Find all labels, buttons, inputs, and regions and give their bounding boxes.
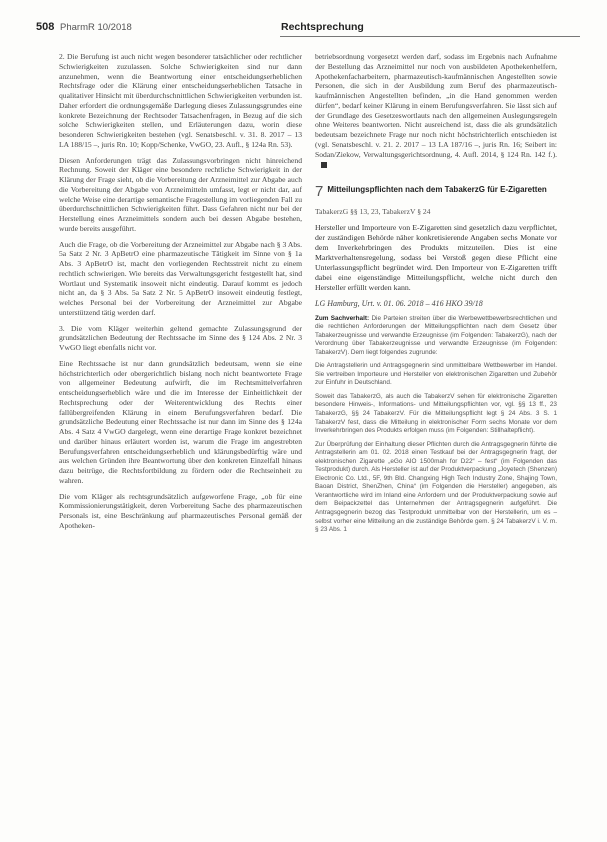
facts-lead: Zum Sachverhalt: — [315, 314, 370, 322]
paragraph: Zur Überprüfung der Einhaltung dieser Pflichten durch die Antragsgegnerin führte die Antragstellerin am 01. 02. 2018 einen Testkauf bei der Antragsgegnerin fragt, der elektronischen Zigarette „eGo AIO 1500mah for D22“ – fest“ (im Folgenden das Testprodukt) durch. Als Hersteller ist auf der Produktverpackung „Joyetech (Shenzen) Electronic Co. Ltd., 5F, 9th Bld. Changxing High Tech Industry Zone, Shajing Town, Baoan District, ShenZhen, China“ (im Folgenden die Hersteller) angegeben, als Verantwortliche wird im Inland eine Anfordern und der Produktverpackung sowie auf dem Beipackzettel das Unternehmen der Antragsgegnerin aufgeführt. Die Antragsgegnerin bezog das Testprodukt unmittelbar von der Herstellerin, um es – selbst vorher eine Mitteilung an die zuständige Behörde gem. § 24 TabakerzV i. V. m. § 23 Abs. 1 — [315, 440, 557, 534]
journal-name: PharmR 10/2018 — [60, 22, 132, 33]
paragraph: Soweit das TabakerzG, als auch die TabakerzV sehen für elektronische Zigaretten besondere Hinweis-, Informations- und Mitteilungspflichten vor, vgl. §§ 13 ff., 23 TabakerzG, §§ 24 TabakerzV. Für die Mitteilungspflicht legt § 24 Abs. 3 S. 1 TabakerzV fest, dass die Mitteilung in elektronischer Form sechs Monate vor dem Inverkehrbringen des Produkts erfolgen muss (im Folgenden: Stillhaltepflicht). — [315, 392, 557, 435]
paragraph: 2. Die Berufung ist auch nicht wegen besonderer tatsächlicher oder rechtlicher Schwierigkeiten zuzulassen. Solche Schwierigkeiten sind nur dann anzunehmen, wenn die Beantwortung einer entscheidungserheblichen Rechtsfrage oder die Klärung einer entscheidungserheblichen Tatsache in qualitativer Hinsicht mit überdurchschnittlichen Schwierigkeiten verbunden ist. Daher erfordert die ordnungsgemäße Darlegung dieses Zulassungsgrundes eine konkrete Bezeichnung der Rechtsoder Tatsachenfragen, in Bezug auf die sich solche Schwierigkeiten stellen, und Erläuterungen dazu, worin diese besonderen Schwierigkeiten bestehen (vgl. Senatsbeschl. v. 31. 8. 2017 – 13 LA 188/15 –, juris Rn. 10; Kopp/Schenke, VwGO, 23. Aufl., § 124a Rn. 53). — [59, 52, 302, 149]
court-citation: LG Hamburg, Urt. v. 01. 06. 2018 – 416 HKO 39/18 — [315, 298, 483, 308]
paragraph: Eine Rechtssache ist nur dann grundsätzlich bedeutsam, wenn sie eine höchstrichterlich oder obergerichtlich bislang noch nicht beantwortete Frage von allgemeiner Bedeutung aufwirft, die im Rechtsmittelverfahren entscheidungserheblich wäre und die im Interesse der Einheitlichkeit der Rechtsprechung oder der Weiterentwicklung des Rechts einer fallübergreifenden Klärung in einem Berufungsverfahren bedarf. Die grundsätzliche Bedeutung einer Rechtssache ist nur dann im Sinne des § 124a Abs. 4 Satz 4 VwGO dargelegt, wenn eine derartige Frage konkret bezeichnet und darüber hinaus erläutert worden ist, warum die Frage im angestrebten Berufungsverfahren entscheidungserheblich und klärungsbedürftig wäre und aus welchen Gründen ihre Beantwortung über den konkreten Einzelfall hinaus dazu beitrüge, die Rechtsfortbildung zu fördern oder die Rechtseinheit zu wahren. — [59, 358, 302, 485]
page-header — [36, 21, 574, 37]
facts-section — [315, 315, 557, 535]
paragraph: Auch die Frage, ob die Vorbereitung der Arzneimittel zur Abgabe nach § 3 Abs. 5a Satz 2 Nr. 3 ApBetrO eine pharmazeutische Tätigkeit im Sinne von § 1a Abs. 3 ApBetrO ist, macht den vorliegenden Rechtsstreit nicht zu einem rechtlich schwierigen. Wie bereits das Verwaltungsgericht festgestellt hat, sind Wortlaut und Systematik insoweit nicht eindeutig. Darauf kommt es jedoch nicht an, da § 3 Abs. 5a Satz 2 Nr. 5 ApBetrO insoweit eindeutig festlegt, welches Personal bei der Vorbereitung der Arzneimittel zur Abgabe unterstützend tätig werden darf. — [59, 239, 302, 317]
headnote: Hersteller und Importeure von E-Zigaretten sind gesetzlich dazu verpflichtet, der zuständigen Behörde näher konkretisierende Angaben sechs Monate vor dem Inverkehrbringen des Produkts mitzuteilen. Dies ist eine Marktverhaltensregelung, sodass bei Verstoß gegen diese Pflicht eine Unterlassungspflicht begründet wird. Den Importeur von E-Zigaretten trifft dabei eine eigenständige Mitteilungspflicht, welche nicht durch den Hersteller erfüllt werden kann. — [315, 222, 557, 292]
case-number: 7 — [315, 183, 324, 200]
paragraph: Die vom Kläger als rechtsgrundsätzlich aufgeworfene Frage, „ob für eine Kommissionierungstätigkeit, deren Vorbereitung Sache des pharmazeutischen Personals ist, eine Beschränkung auf pharmazeutisches Personal gemäß der Apotheken- — [59, 491, 302, 530]
paragraph: 3. Die vom Kläger weiterhin geltend gemachte Zulassungsgrund der grundsätzlichen Bedeutung der Rechtssache im Sinne des § 124 Abs. 2 Nr. 3 VwGO liegt ebenfalls nicht vor. — [59, 323, 302, 352]
header-rule — [280, 36, 580, 37]
case-title: Mitteilungspflichten nach dem TabakerzG für E-Zigaretten — [327, 185, 547, 194]
paragraph — [315, 315, 557, 358]
page-number: 508 — [36, 21, 55, 33]
section-title: Rechtsprechung — [281, 21, 364, 33]
left-column — [59, 52, 302, 537]
continuation-text: betriebsordnung vorgesetzt werden darf, sodass im Ergebnis nach Aufnahme der Bestellung das Arzneimittel nur noch von ausbildeten Apothekenhelfern, Apothekenfacharbeitern, pharmazeutisch-kaufmännischen Angestellten sowie Personen, die sich in der Ausbildung zum Beruf des pharmazeutisch-kaufmännischen Angestellten befinden, „in die Hand genommen werden dürfen“, bedarf keiner Klärung in einem Berufungsverfahren. Sie lässt sich auf der Grundlage des Gesetzeswortlauts nach den allgemeinen Auslegungsregeln ohne Weiteres beantworten. Nicht ausreichend ist, dass die als grundsätzlich bedeutsam bezeichnete Frage nur noch nicht höchstrichterlich entschieden ist (vgl. Senatsbeschl. v. 21. 2. 2017 – 13 LA 187/16 –, juris Rn. 16; Seibert in: Sodan/Ziekow, Verwaltungsgerichtsordnung, 4. Aufl. 2014, § 124 Rn. 142 f.). — [315, 52, 557, 159]
paragraph-continuation — [315, 52, 557, 169]
paragraph: Die Antragstellerin und Antragsgegnerin sind unmittelbare Wettbewerber im Handel. Sie vertreiben Importeure und Hersteller von elektronischen Zigaretten und Zubehör zur Einfuhr in Deutschland. — [315, 362, 557, 387]
norms-reference: TabakerzG §§ 13, 23, TabakerzV § 24 — [315, 207, 431, 216]
facts-text: Die Parteien streiten über die Werbewettbewerbsrechtlichen und die rechtlichen Anforderungen der Mitteilungspflichten nach dem Gesetz über Tabakerzeugnisse und verwandte Erzeugnisse (im Folgenden: TabakerzG), nach der Verordnung über Tabakerzeugnisse und verwandte Erzeugnisse (im Folgenden: TabakerzV). Dem liegt folgendes zugrunde: — [315, 314, 557, 356]
case-heading — [315, 185, 557, 199]
paragraph: Diesen Anforderungen trägt das Zulassungsvorbringen nicht hinreichend Rechnung. Soweit der Kläger eine besondere rechtliche Schwierigkeit in der Klärung der Frage sieht, ob die Vorbereitung der Arzneimittel zur Abgabe auch die Vorbereitung der Abgabe von Arzneimitteln umfasst, legt er nicht dar, auf welche Weise eine derartige semantische Fragestellung im vorliegenden Fall zu überdurchschnittlichen Schwierigkeiten führt. Dass Gefahren nicht nur bei der Herstellung eines Arzneimittels sondern auch bei dessen Abgabe bestehen, wurde bereits ausgeführt. — [59, 155, 302, 233]
right-column — [315, 52, 557, 540]
end-of-article-mark — [321, 162, 327, 168]
